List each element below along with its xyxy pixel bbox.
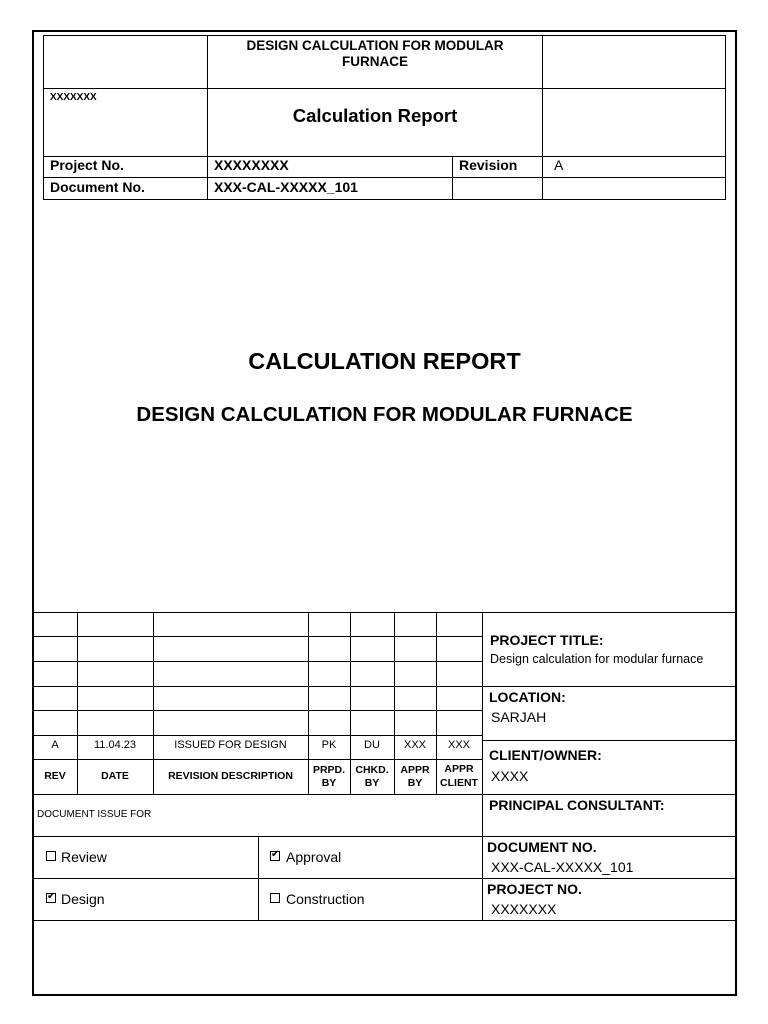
page-frame	[32, 30, 737, 996]
rev-cell: A	[51, 739, 59, 751]
document-no-value: XXX-CAL-XXXXX_101	[214, 179, 358, 195]
construction-label: Construction	[286, 891, 365, 907]
approved-by-header: APPR BY	[400, 764, 430, 789]
construction-checkbox[interactable]	[270, 893, 280, 903]
header-design-title: DESIGN CALCULATION FOR MODULAR FURNACE	[246, 38, 504, 69]
design-label: Design	[61, 891, 105, 907]
review-checkbox[interactable]	[46, 851, 56, 861]
document-no-panel-label: DOCUMENT NO.	[487, 839, 597, 855]
date-cell: 11.04.23	[93, 739, 136, 751]
main-subtitle: DESIGN CALCULATION FOR MODULAR FURNACE	[136, 403, 633, 426]
description-header: REVISION DESCRIPTION	[168, 770, 293, 782]
client-owner-value: XXXX	[491, 768, 529, 784]
project-no-label: Project No.	[50, 157, 124, 173]
approved-client-header: APPR CLIENT	[440, 763, 478, 789]
revision-value: A	[554, 157, 564, 173]
project-no-panel-value: XXXXXXX	[491, 901, 557, 917]
review-label: Review	[61, 849, 107, 865]
project-title-label: PROJECT TITLE:	[490, 632, 604, 648]
document-issue-label: DOCUMENT ISSUE FOR	[37, 809, 152, 820]
document-no-label: Document No.	[50, 179, 145, 195]
date-header: DATE	[101, 770, 129, 782]
checked-by-cell: DU	[364, 739, 380, 751]
rev-header: REV	[44, 770, 66, 782]
design-checkbox[interactable]	[46, 893, 56, 903]
project-no-panel-label: PROJECT NO.	[487, 881, 582, 897]
prepared-by-header: PRPD. BY	[312, 764, 346, 789]
approval-label: Approval	[286, 849, 342, 865]
prepared-by-cell: PK	[321, 739, 337, 751]
approved-client-cell: XXX	[447, 739, 470, 751]
checked-by-header: CHKD. BY	[355, 764, 389, 789]
description-cell: ISSUED FOR DESIGN	[174, 739, 287, 751]
approval-checkbox[interactable]	[270, 851, 280, 861]
location-value: SARJAH	[491, 709, 547, 725]
report-heading: Calculation Report	[292, 105, 458, 126]
project-title-value: Design calculation for modular furnace	[490, 652, 704, 666]
revision-label: Revision	[459, 157, 518, 173]
main-title: CALCULATION REPORT	[248, 348, 521, 374]
location-label: LOCATION:	[489, 689, 566, 705]
project-no-value: XXXXXXXX	[214, 157, 289, 173]
approved-by-cell: XXX	[403, 739, 426, 751]
principal-consultant-label: PRINCIPAL CONSULTANT:	[489, 797, 665, 813]
company-placeholder: XXXXXXX	[50, 92, 97, 103]
document-no-panel-value: XXX-CAL-XXXXX_101	[491, 859, 634, 875]
client-owner-label: CLIENT/OWNER:	[489, 747, 602, 763]
